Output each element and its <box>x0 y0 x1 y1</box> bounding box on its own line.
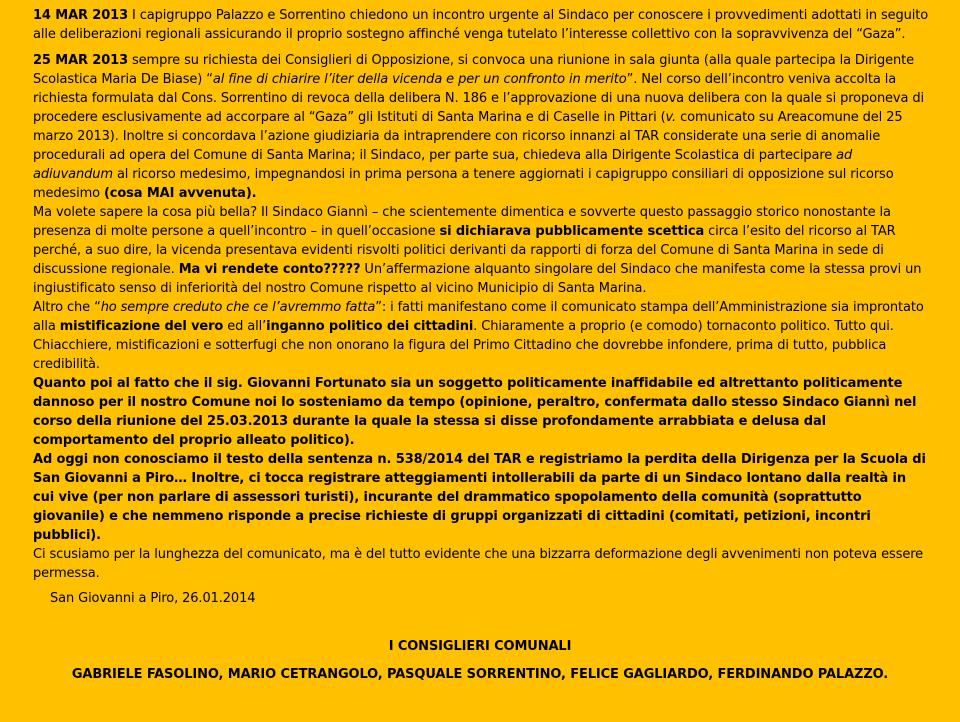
council-member-names: GABRIELE FASOLINO, MARIO CETRANGOLO, PASQUALE SORRENTINO, FELICE GAGLIARDO, FERDINANDO PALAZZO. <box>71 667 889 682</box>
text-run: . Chiaramente a proprio (e comodo) tornaconto politico. Tutto qui. Chiacchiere, mistificazioni e sotterfugi che non onorano la figura del Primo Cittadino che dovrebbe infondere, prima di tutto, pubblica credibilità. <box>33 319 894 372</box>
paragraph-25-mar-2013 <box>33 51 930 203</box>
text-run: Altro che “ <box>33 300 101 315</box>
text-run: ”. Nel corso dell’incontro veniva accolta la richiesta formulata dal Cons. Sorrentino di revoca della delibera N. 186 e l’approvazione di una nuova delibera con la quale si proponeva di procedere esclusivamente ad accorpare al “Gaza” gli Istituti di Santa Marina e di Caselle in Pittari ( <box>33 72 924 125</box>
text-run: sempre su richiesta dei Consiglieri di Opposizione, si convoca una riunione in sala giunta (alla quale partecipa la Dirigente Scolastica Maria De Biase) “ <box>33 53 915 87</box>
bold-text: si dichiarava pubblicamente scettica <box>439 224 705 239</box>
place-date: San Giovanni a Piro, 26.01.2014 <box>50 591 256 606</box>
text-run: ed all’ <box>223 319 267 334</box>
text-run: Ma volete sapere la cosa più bella? Il Sindaco Giannì – che scientemente dimentica e sovverte questo passaggio storico nonostante la presenza di molte persone a quell’incontro – in quell’occasione <box>33 205 891 239</box>
press-release-body <box>33 6 930 583</box>
bold-text: Ad oggi non conosciamo il testo della sentenza n. 538/2014 del TAR e registriamo la perdita della Dirigenza per la Scuola di San Giovanni a Piro… Inoltre, ci tocca registrare atteggiamenti intollerabili da parte di un Sindaco lontano dalla realtà in cui vive (per non parlare di assessori turisti), incurante del drammatico spopolamento della comunità (soprattutto giovanile) e che nemmeno risponde a precise richieste di gruppi organizzati di cittadini (comitati, petizioni, incontri pubblici). <box>33 452 926 543</box>
paragraph-mystification <box>33 298 930 374</box>
paragraph-14-mar-2013 <box>33 6 930 44</box>
paragraph-mayor-skeptical <box>33 203 930 298</box>
text-run: al ricorso medesimo, impegnandosi in prima persona a tenere aggiornati i capigruppo consiliari di opposizione sul ricorso medesimo <box>33 167 894 201</box>
italic-text: v. <box>665 110 677 125</box>
text-run: Un’affermazione alquanto singolare del Sindaco che manifesta come la stessa provi un ingiustificato senso di inferiorità del nostro Comune rispetto al vicino Municipio di Santa Marina. <box>33 262 922 296</box>
bold-text: (cosa MAI avvenuta). <box>103 186 257 201</box>
paragraph-fortunato <box>33 374 930 450</box>
bold-text: Ma vi rendete conto????? <box>178 262 361 277</box>
italic-text: ho sempre creduto che ce l’avremmo fatta <box>100 300 376 315</box>
italic-text: ad adiuvandum <box>33 148 853 182</box>
paragraph-apology <box>33 545 930 583</box>
text-run: circa l’esito del ricorso al TAR perché, a suo dire, la vicenda presentava evidenti risvolti politici derivanti da rapporti di forza del Comune di Santa Marina in sede di discussione regionale. <box>33 224 896 277</box>
italic-text: al fine di chiarire l’iter della vicenda e per un confronto in merito <box>212 72 627 87</box>
bold-text: inganno politico dei cittadini <box>266 319 474 334</box>
bold-text: 25 MAR 2013 <box>33 53 129 68</box>
paragraph-tar-sentence <box>33 450 930 545</box>
text-run: comunicato su Areacomune del 25 marzo 2013). Inoltre si concordava l’azione giudiziaria da intraprendere con ricorso innanzi al TAR considerate una serie di anomalie procedurali ad opera del Comune di Santa Marina; il Sindaco, per parte sua, chiedeva alla Dirigente Scolastica di partecipare <box>33 110 903 163</box>
bold-text: Quanto poi al fatto che il sig. Giovanni Fortunato sia un soggetto politicamente inaffidabile ed altrettanto politicamente dannoso per il nostro Comune noi lo sosteniamo da tempo (opinione, peraltro, confermata dallo stesso Sindaco Giannì nel corso della riunione del 25.03.2013 durante la quale la stessa si disse profondamente arrabbiata e delusa dal comportamento del proprio alleato politico). <box>33 376 917 448</box>
text-run: I capigruppo Palazzo e Sorrentino chiedono un incontro urgente al Sindaco per conoscere i provvedimenti adottati in seguito alle deliberazioni regionali assicurando il proprio sostegno affinché venga tutelato l’interesse collettivo con la sopravvivenza del “Gaza”. <box>33 8 929 42</box>
text-run: Ci scusiamo per la lunghezza del comunicato, ma è del tutto evidente che una bizzarra deformazione degli avvenimenti non poteva essere permessa. <box>33 547 924 581</box>
bold-text: 14 MAR 2013 <box>33 8 129 23</box>
bold-text: mistificazione del vero <box>59 319 224 334</box>
text-run: ”: i fatti manifestano come il comunicato stampa dell’Amministrazione sia improntato alla <box>33 300 924 334</box>
council-title: I CONSIGLIERI COMUNALI <box>388 639 572 654</box>
